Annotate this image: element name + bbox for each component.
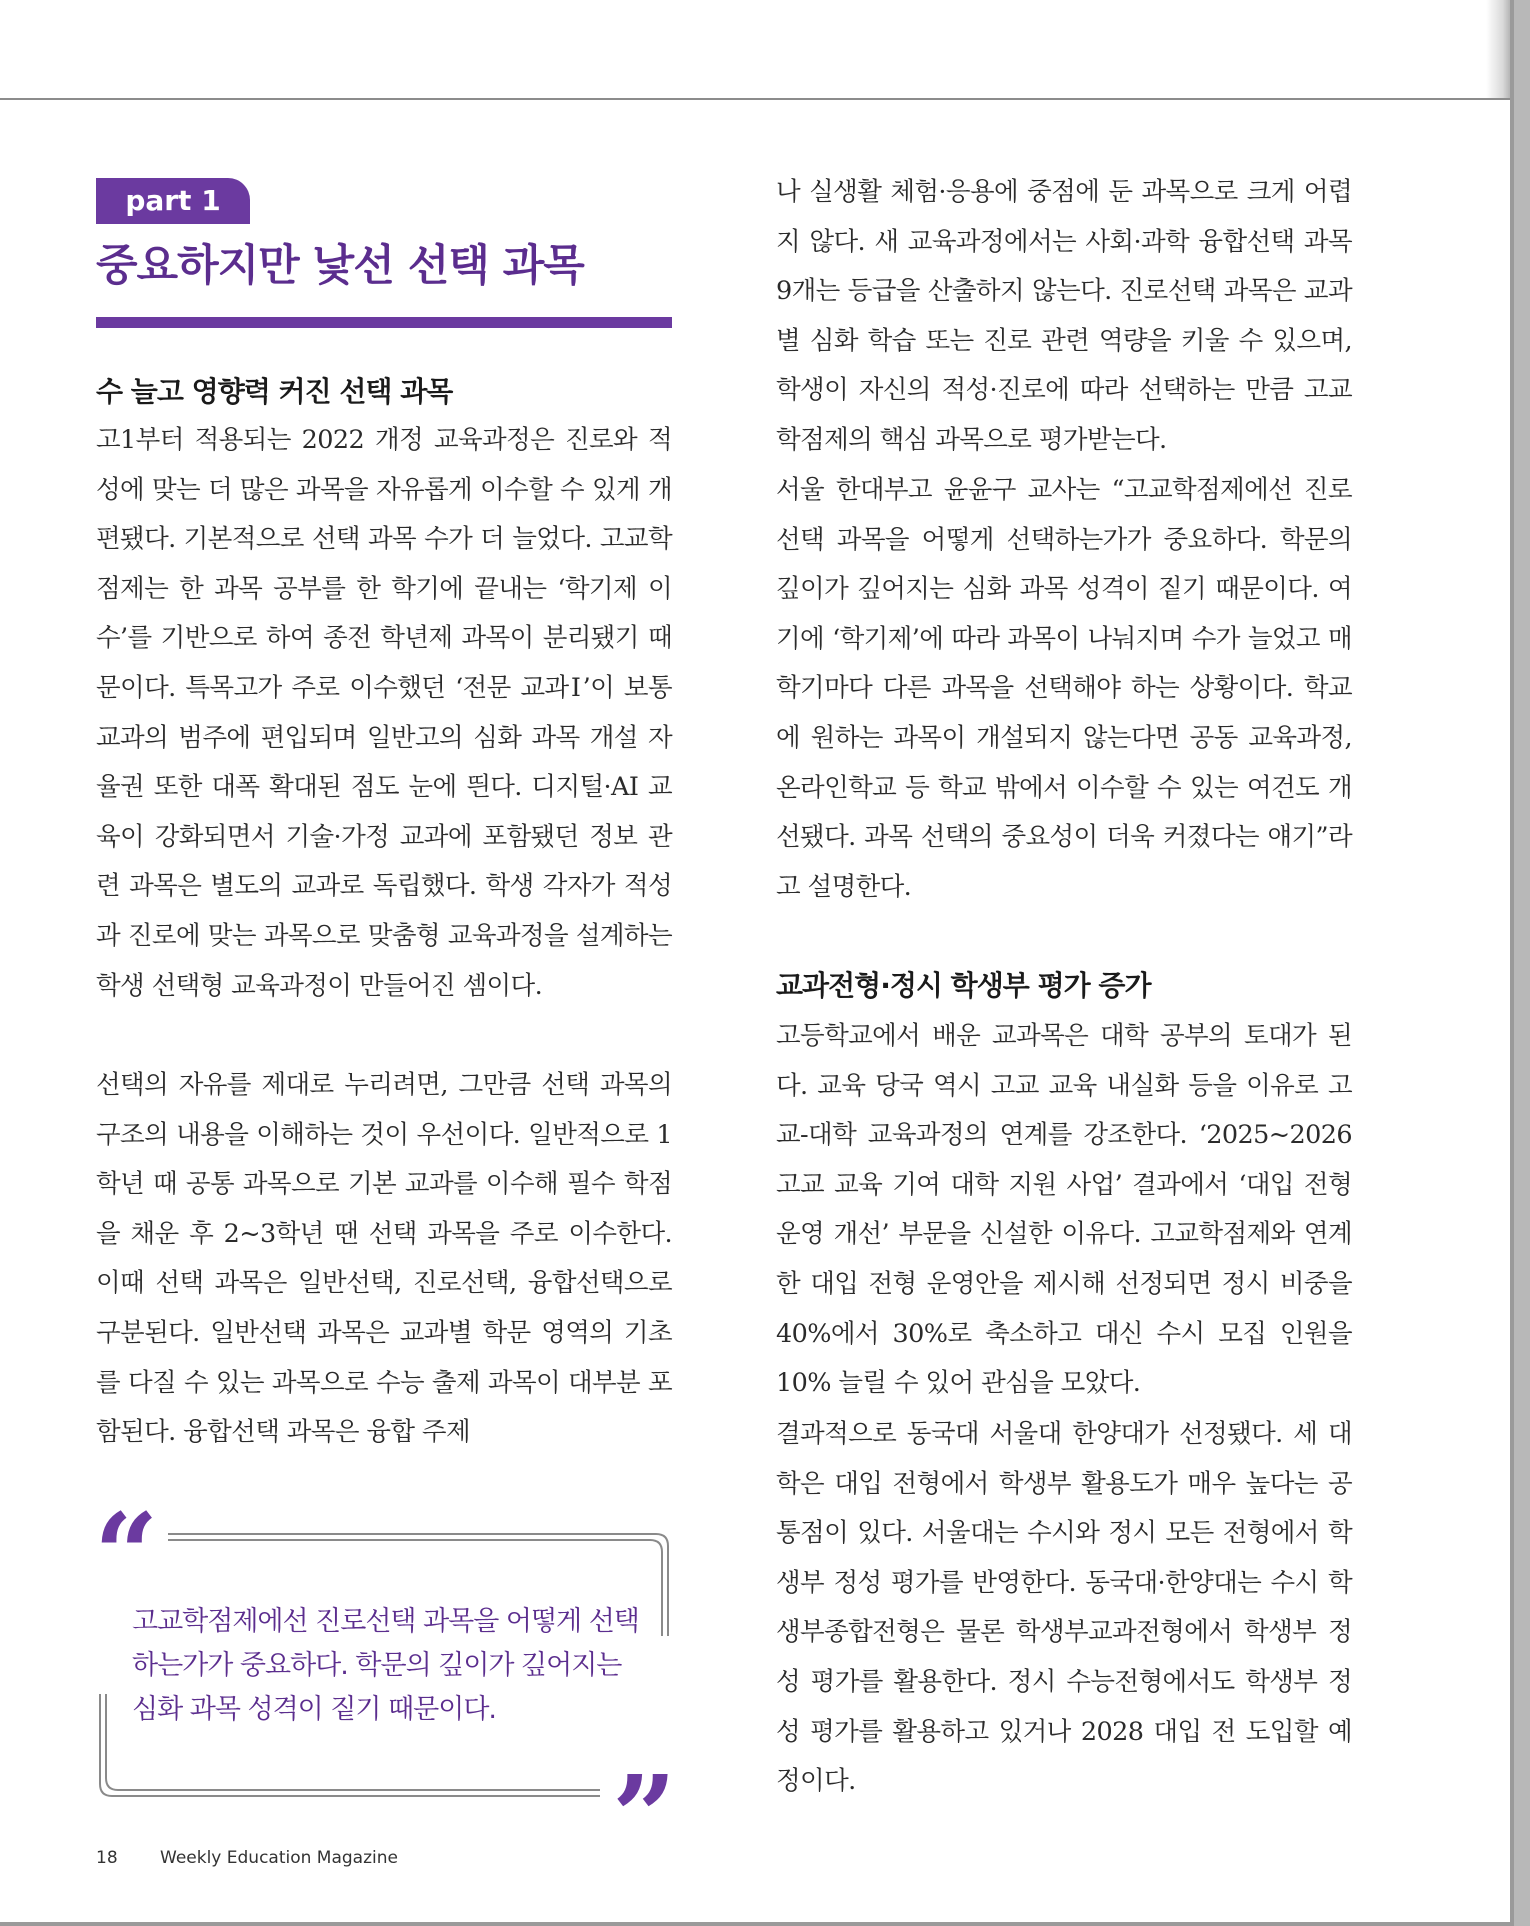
part-badge: part 1 <box>96 178 250 224</box>
page-top-band <box>0 0 1510 100</box>
body-paragraph-right-1: 나 실생활 체험·응용에 중점에 둔 과목으로 크게 어렵지 않다. 새 교육과정에서는 사회·과학 융합선택 과목 9개는 등급을 산출하지 않는다. 진로선택 과목은 교과별 심화 학습 또는 진로 관련 역량을 키울 수 있으며, 학생이 자신의 적성·진로에 따라 선택하는 만큼 고교학점제의 핵심 과목으로 평가받는다. <box>776 177 1352 455</box>
page-title: 중요하지만 낯선 선택 과목 <box>96 241 584 291</box>
section-subheading-left: 수 늘고 영향력 커진 선택 과목 <box>96 375 453 408</box>
open-quote-icon: “ <box>94 1490 159 1621</box>
page-footer <box>96 1843 398 1873</box>
body-paragraph-left-2: 선택의 자유를 제대로 누리려면, 그만큼 선택 과목의 구조의 내용을 이해하는 것이 우선이다. 일반적으로 1학년 때 공통 과목으로 기본 교과를 이수해 필수 학점을 채운 후 2~3학년 땐 선택 과목을 주로 이수한다. 이때 선택 과목은 일반선택, 진로선택, 융합선택으로 구분된다. 일반선택 과목은 교과별 학문 영역의 기초를 다질 수 있는 과목으로 수능 출제 과목이 대부분 포함된다. 융합선택 과목은 융합 주제 <box>96 1070 672 1448</box>
body-paragraph-right-3: 고등학교에서 배운 교과목은 대학 공부의 토대가 된다. 교육 당국 역시 고교 교육 내실화 등을 이유로 고교-대학 교육과정의 연계를 강조한다. ‘2025~2026 고교 교육 기여 대학 지원 사업’ 결과에서 ‘대입 전형 운영 개선’ 부문을 신설한 이유다. 고교학점제와 연계한 대입 전형 운영안을 제시해 선정되면 정시 비중을 40%에서 30%로 축소하고 대신 수시 모집 인원을 10% 늘릴 수 있어 관심을 모았다. <box>776 1021 1352 1399</box>
body-paragraph-right-4: 결과적으로 동국대 서울대 한양대가 선정됐다. 세 대학은 대입 전형에서 학생부 활용도가 매우 높다는 공통점이 있다. 서울대는 수시와 정시 모든 전형에서 학생부 정성 평가를 반영한다. 동국대·한양대는 수시 학생부종합전형은 물론 학생부교과전형에서 학생부 정성 평가를 활용한다. 정시 수능전형에서도 학생부 정성 평가를 활용하고 있거나 2028 대입 전 도입할 예정이다. <box>776 1419 1352 1797</box>
close-quote-icon: ” <box>612 1752 677 1883</box>
title-underline <box>96 317 672 328</box>
body-paragraph-left-1: 고1부터 적용되는 2022 개정 교육과정은 진로와 적성에 맞는 더 많은 과목을 자유롭게 이수할 수 있게 개편됐다. 기본적으로 선택 과목 수가 더 늘었다. 고교학점제는 한 과목 공부를 한 학기에 끝내는 ‘학기제 이수’를 기반으로 하여 종전 학년제 과목이 분리됐기 때문이다. 특목고가 주로 이수했던 ‘전문 교과Ⅰ’이 보통 교과의 범주에 편입되며 일반고의 심화 과목 개설 자율권 또한 대폭 확대된 점도 눈에 띈다. 디지털·AI 교육이 강화되면서 기술·가정 교과에 포함됐던 정보 관련 과목은 별도의 교과로 독립했다. 학생 각자가 적성과 진로에 맞는 과목으로 맞춤형 교육과정을 설계하는 학생 선택형 교육과정이 만들어진 셈이다. <box>96 425 672 1001</box>
magazine-name: Weekly Education Magazine <box>160 1848 398 1868</box>
page-number: 18 <box>96 1848 118 1868</box>
body-paragraph-right-2: 서울 한대부고 윤윤구 교사는 “고교학점제에선 진로선택 과목을 어떻게 선택하는가가 중요하다. 학문의 깊이가 깊어지는 심화 과목 성격이 짙기 때문이다. 여기에 ‘학기제’에 따라 과목이 나눠지며 수가 늘었고 매 학기마다 다른 과목을 선택해야 하는 상황이다. 학교에 원하는 과목이 개설되지 않는다면 공동 교육과정, 온라인학교 등 학교 밖에서 이수할 수 있는 여건도 개선됐다. 과목 선택의 중요성이 더욱 커졌다는 얘기”라고 설명한다. <box>776 475 1352 902</box>
page-curl-shadow <box>1486 0 1510 98</box>
pull-quote-text: 고교학점제에선 진로선택 과목을 어떻게 선택하는가가 중요하다. 학문의 깊이가 깊어지는 심화 과목 성격이 짙기 때문이다. <box>132 1606 639 1725</box>
section-subheading-right: 교과전형·정시 학생부 평가 증가 <box>776 969 1151 1002</box>
